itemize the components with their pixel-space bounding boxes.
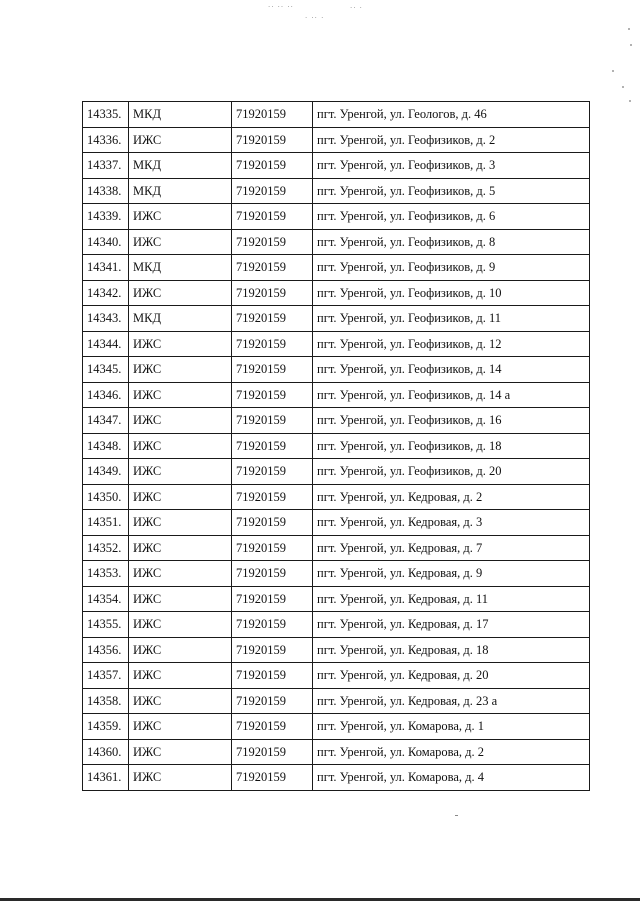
- row-number-cell: 14350.: [83, 485, 129, 510]
- building-type-cell: ИЖС: [129, 612, 232, 637]
- oktmo-code-cell: 71920159: [232, 281, 313, 306]
- scan-speck: [622, 86, 624, 88]
- address-cell: пгт. Уренгой, ул. Геофизиков, д. 2: [313, 128, 590, 153]
- oktmo-code-cell: 71920159: [232, 612, 313, 637]
- address-cell: пгт. Уренгой, ул. Геологов, д. 46: [313, 102, 590, 127]
- building-type-cell: МКД: [129, 102, 232, 127]
- building-type-cell: ИЖС: [129, 536, 232, 561]
- building-type-cell: ИЖС: [129, 485, 232, 510]
- oktmo-code-cell: 71920159: [232, 306, 313, 331]
- building-type-cell: ИЖС: [129, 638, 232, 663]
- scan-artifact: ·· ·: [350, 4, 363, 12]
- building-type-cell: ИЖС: [129, 383, 232, 408]
- building-type-cell: ИЖС: [129, 765, 232, 790]
- building-type-cell: ИЖС: [129, 128, 232, 153]
- table-row: [83, 561, 590, 587]
- scan-speck: [455, 815, 458, 816]
- building-type-cell: МКД: [129, 255, 232, 280]
- table-row: [83, 638, 590, 664]
- table-row: [83, 740, 590, 766]
- oktmo-code-cell: 71920159: [232, 128, 313, 153]
- row-number-cell: 14348.: [83, 434, 129, 459]
- oktmo-code-cell: 71920159: [232, 689, 313, 714]
- row-number-cell: 14335.: [83, 102, 129, 127]
- oktmo-code-cell: 71920159: [232, 536, 313, 561]
- table-row: [83, 587, 590, 613]
- address-cell: пгт. Уренгой, ул. Геофизиков, д. 20: [313, 459, 590, 484]
- row-number-cell: 14346.: [83, 383, 129, 408]
- oktmo-code-cell: 71920159: [232, 332, 313, 357]
- table-row: [83, 255, 590, 281]
- row-number-cell: 14339.: [83, 204, 129, 229]
- scan-artifact: · ·· ·: [305, 14, 325, 22]
- row-number-cell: 14358.: [83, 689, 129, 714]
- building-type-cell: ИЖС: [129, 714, 232, 739]
- address-cell: пгт. Уренгой, ул. Геофизиков, д. 12: [313, 332, 590, 357]
- row-number-cell: 14341.: [83, 255, 129, 280]
- table-row: [83, 663, 590, 689]
- building-type-cell: ИЖС: [129, 663, 232, 688]
- table-row: [83, 714, 590, 740]
- oktmo-code-cell: 71920159: [232, 740, 313, 765]
- oktmo-code-cell: 71920159: [232, 179, 313, 204]
- oktmo-code-cell: 71920159: [232, 102, 313, 127]
- row-number-cell: 14340.: [83, 230, 129, 255]
- building-type-cell: ИЖС: [129, 689, 232, 714]
- building-type-cell: ИЖС: [129, 230, 232, 255]
- address-cell: пгт. Уренгой, ул. Геофизиков, д. 16: [313, 408, 590, 433]
- address-cell: пгт. Уренгой, ул. Геофизиков, д. 6: [313, 204, 590, 229]
- table-row: [83, 765, 590, 791]
- table-row: [83, 612, 590, 638]
- row-number-cell: 14342.: [83, 281, 129, 306]
- table-row: [83, 179, 590, 205]
- address-cell: пгт. Уренгой, ул. Кедровая, д. 9: [313, 561, 590, 586]
- table-row: [83, 204, 590, 230]
- address-cell: пгт. Уренгой, ул. Геофизиков, д. 8: [313, 230, 590, 255]
- address-cell: пгт. Уренгой, ул. Геофизиков, д. 10: [313, 281, 590, 306]
- oktmo-code-cell: 71920159: [232, 408, 313, 433]
- row-number-cell: 14361.: [83, 765, 129, 790]
- table-row: [83, 459, 590, 485]
- building-type-cell: МКД: [129, 306, 232, 331]
- table-row: [83, 689, 590, 715]
- oktmo-code-cell: 71920159: [232, 485, 313, 510]
- building-type-cell: ИЖС: [129, 561, 232, 586]
- row-number-cell: 14356.: [83, 638, 129, 663]
- scan-speck: [629, 100, 631, 102]
- table-row: [83, 408, 590, 434]
- address-cell: пгт. Уренгой, ул. Кедровая, д. 17: [313, 612, 590, 637]
- building-type-cell: ИЖС: [129, 332, 232, 357]
- building-type-cell: ИЖС: [129, 204, 232, 229]
- row-number-cell: 14353.: [83, 561, 129, 586]
- address-cell: пгт. Уренгой, ул. Кедровая, д. 2: [313, 485, 590, 510]
- table-row: [83, 153, 590, 179]
- oktmo-code-cell: 71920159: [232, 587, 313, 612]
- address-cell: пгт. Уренгой, ул. Комарова, д. 2: [313, 740, 590, 765]
- address-cell: пгт. Уренгой, ул. Кедровая, д. 11: [313, 587, 590, 612]
- scan-speck: [628, 28, 630, 30]
- table-row: [83, 357, 590, 383]
- building-type-cell: ИЖС: [129, 510, 232, 535]
- table-row: [83, 383, 590, 409]
- oktmo-code-cell: 71920159: [232, 765, 313, 790]
- scan-speck: [630, 44, 632, 46]
- table-row: [83, 485, 590, 511]
- row-number-cell: 14352.: [83, 536, 129, 561]
- address-table: [82, 101, 590, 791]
- address-cell: пгт. Уренгой, ул. Комарова, д. 4: [313, 765, 590, 790]
- address-cell: пгт. Уренгой, ул. Кедровая, д. 7: [313, 536, 590, 561]
- table-row: [83, 281, 590, 307]
- oktmo-code-cell: 71920159: [232, 638, 313, 663]
- table-row: [83, 306, 590, 332]
- row-number-cell: 14347.: [83, 408, 129, 433]
- row-number-cell: 14359.: [83, 714, 129, 739]
- oktmo-code-cell: 71920159: [232, 510, 313, 535]
- oktmo-code-cell: 71920159: [232, 204, 313, 229]
- scan-speck: [612, 70, 614, 72]
- building-type-cell: ИЖС: [129, 408, 232, 433]
- building-type-cell: ИЖС: [129, 281, 232, 306]
- row-number-cell: 14351.: [83, 510, 129, 535]
- building-type-cell: МКД: [129, 179, 232, 204]
- oktmo-code-cell: 71920159: [232, 255, 313, 280]
- oktmo-code-cell: 71920159: [232, 714, 313, 739]
- address-cell: пгт. Уренгой, ул. Геофизиков, д. 11: [313, 306, 590, 331]
- table-row: [83, 434, 590, 460]
- scan-artifact: ·· ·· ··: [268, 3, 294, 11]
- building-type-cell: ИЖС: [129, 434, 232, 459]
- row-number-cell: 14354.: [83, 587, 129, 612]
- oktmo-code-cell: 71920159: [232, 153, 313, 178]
- row-number-cell: 14344.: [83, 332, 129, 357]
- address-cell: пгт. Уренгой, ул. Геофизиков, д. 5: [313, 179, 590, 204]
- table-row: [83, 332, 590, 358]
- row-number-cell: 14338.: [83, 179, 129, 204]
- table-row: [83, 102, 590, 128]
- row-number-cell: 14343.: [83, 306, 129, 331]
- address-cell: пгт. Уренгой, ул. Кедровая, д. 3: [313, 510, 590, 535]
- oktmo-code-cell: 71920159: [232, 459, 313, 484]
- address-cell: пгт. Уренгой, ул. Геофизиков, д. 9: [313, 255, 590, 280]
- table-row: [83, 128, 590, 154]
- oktmo-code-cell: 71920159: [232, 561, 313, 586]
- oktmo-code-cell: 71920159: [232, 357, 313, 382]
- table-row: [83, 536, 590, 562]
- address-cell: пгт. Уренгой, ул. Геофизиков, д. 3: [313, 153, 590, 178]
- building-type-cell: ИЖС: [129, 357, 232, 382]
- oktmo-code-cell: 71920159: [232, 383, 313, 408]
- row-number-cell: 14345.: [83, 357, 129, 382]
- row-number-cell: 14349.: [83, 459, 129, 484]
- row-number-cell: 14336.: [83, 128, 129, 153]
- address-cell: пгт. Уренгой, ул. Геофизиков, д. 14 а: [313, 383, 590, 408]
- address-cell: пгт. Уренгой, ул. Геофизиков, д. 14: [313, 357, 590, 382]
- address-cell: пгт. Уренгой, ул. Кедровая, д. 18: [313, 638, 590, 663]
- row-number-cell: 14355.: [83, 612, 129, 637]
- address-cell: пгт. Уренгой, ул. Кедровая, д. 20: [313, 663, 590, 688]
- row-number-cell: 14360.: [83, 740, 129, 765]
- address-cell: пгт. Уренгой, ул. Кедровая, д. 23 а: [313, 689, 590, 714]
- oktmo-code-cell: 71920159: [232, 663, 313, 688]
- row-number-cell: 14357.: [83, 663, 129, 688]
- table-row: [83, 510, 590, 536]
- oktmo-code-cell: 71920159: [232, 230, 313, 255]
- address-cell: пгт. Уренгой, ул. Комарова, д. 1: [313, 714, 590, 739]
- oktmo-code-cell: 71920159: [232, 434, 313, 459]
- building-type-cell: ИЖС: [129, 459, 232, 484]
- building-type-cell: МКД: [129, 153, 232, 178]
- row-number-cell: 14337.: [83, 153, 129, 178]
- table-row: [83, 230, 590, 256]
- address-cell: пгт. Уренгой, ул. Геофизиков, д. 18: [313, 434, 590, 459]
- building-type-cell: ИЖС: [129, 587, 232, 612]
- building-type-cell: ИЖС: [129, 740, 232, 765]
- scan-bottom-edge: [0, 898, 640, 901]
